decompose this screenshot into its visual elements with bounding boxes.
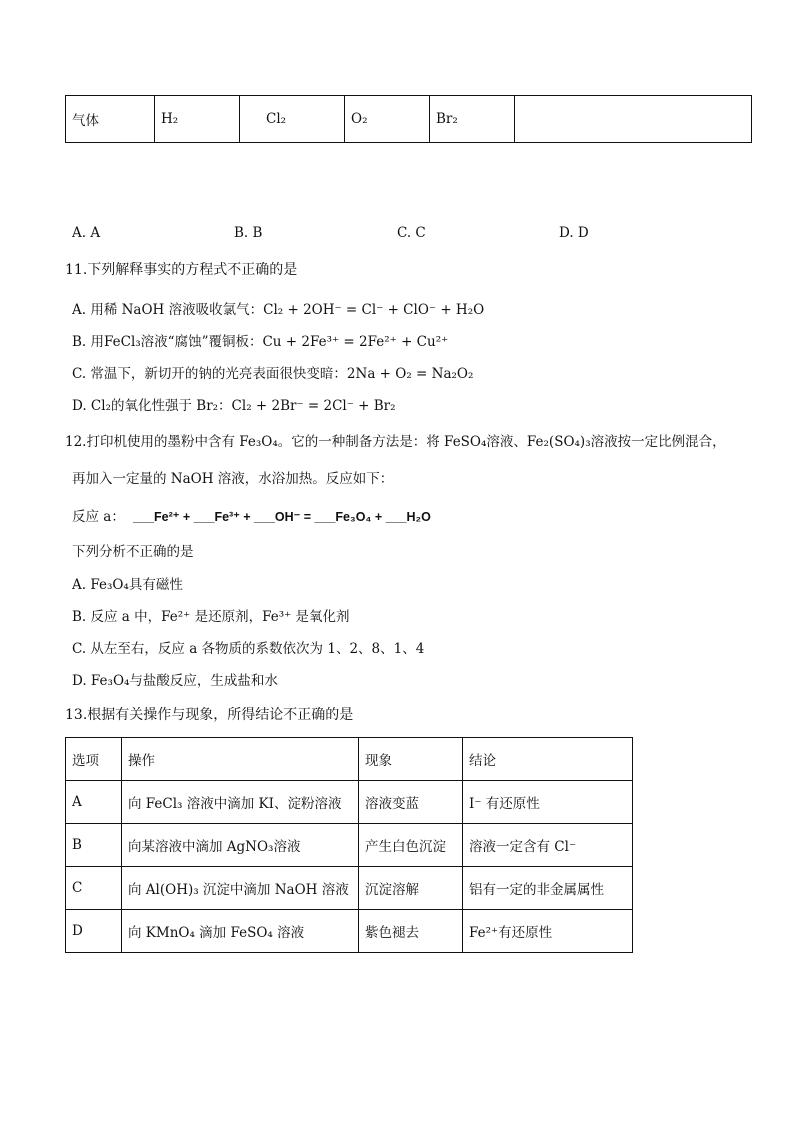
q12-reaction-label: 反应 a： (72, 509, 125, 525)
q13-row-c-operation: 向 Al(OH)₃ 沉淀中滴加 NaOH 溶液 (122, 867, 359, 910)
table-row (66, 867, 633, 910)
q13-row-d-phenomenon: 紫色褪去 (359, 910, 463, 953)
q13-row-d-conclusion: Fe²⁺有还原性 (463, 910, 633, 953)
q13-table (65, 737, 633, 953)
q13-row-a-phenomenon: 溶液变蓝 (359, 781, 463, 824)
q13-header-conclusion: 结论 (463, 738, 633, 781)
q13-row-b-conclusion: 溶液一定含有 Cl⁻ (463, 824, 633, 867)
q13-header-row (66, 738, 633, 781)
q13-header-option: 选项 (66, 738, 122, 781)
q10-option-c[interactable]: C. C (397, 225, 426, 241)
q13-stem: 13.根据有关操作与现象，所得结论不正确的是 (65, 707, 354, 723)
q11-option-a[interactable]: A. 用稀 NaOH 溶液吸收氯气：Cl₂ + 2OH⁻ = Cl⁻ + ClO⁻ + H₂O (72, 302, 485, 318)
table-row (66, 910, 633, 953)
gas-cell-br2: Br₂ (430, 96, 515, 143)
q11-option-c[interactable]: C. 常温下，新切开的钠的光亮表面很快变暗：2Na + O₂ = Na₂O₂ (72, 366, 474, 382)
table-row (66, 824, 633, 867)
q13-row-b-phenomenon: 产生白色沉淀 (359, 824, 463, 867)
gas-table (65, 95, 752, 143)
q12-stem-line2: 再加入一定量的 NaOH 溶液，水浴加热。反应如下： (72, 471, 394, 487)
q13-row-a-operation: 向 FeCl₃ 溶液中滴加 KI、淀粉溶液 (122, 781, 359, 824)
q12-stem-line1: 12.打印机使用的墨粉中含有 Fe₃O₄。它的一种制备方法是：将 FeSO₄溶液、Fe₂(SO₄)₃溶液按一定比例混合， (65, 434, 726, 450)
q11-option-b[interactable]: B. 用FeCl₃溶液“腐蚀”覆铜板：Cu + 2Fe³⁺ = 2Fe²⁺ + Cu²⁺ (72, 334, 449, 350)
q13-row-d-option: D (66, 910, 122, 953)
q11-option-d[interactable]: D. Cl₂的氧化性强于 Br₂：Cl₂ + 2Br⁻ = 2Cl⁻ + Br₂ (72, 398, 396, 414)
q10-option-a[interactable]: A. A (72, 225, 101, 241)
q13-row-d-operation: 向 KMnO₄ 滴加 FeSO₄ 溶液 (122, 910, 359, 953)
q12-reaction-equation: ___Fe²⁺ + ___Fe³⁺ + ___OH⁻ = ___Fe₃O₄ + ___H₂O (133, 510, 431, 524)
q13-row-b-option: B (66, 824, 122, 867)
gas-cell-o2: O₂ (345, 96, 430, 143)
q12-analysis-prompt: 下列分析不正确的是 (72, 544, 194, 560)
q10-option-d[interactable]: D. D (559, 225, 589, 241)
table-row (66, 781, 633, 824)
q13-header-phenomenon: 现象 (359, 738, 463, 781)
q12-option-d[interactable]: D. Fe₃O₄与盐酸反应，生成盐和水 (72, 673, 278, 689)
q12-option-b[interactable]: B. 反应 a 中，Fe²⁺ 是还原剂，Fe³⁺ 是氧化剂 (72, 609, 350, 625)
q13-row-a-option: A (66, 781, 122, 824)
q13-row-c-option: C (66, 867, 122, 910)
q12-reaction-line (72, 505, 431, 525)
q10-option-b[interactable]: B. B (234, 225, 263, 241)
q12-option-a[interactable]: A. Fe₃O₄具有磁性 (72, 577, 183, 593)
gas-cell-cl2: Cl₂ (240, 96, 345, 143)
q13-row-b-operation: 向某溶液中滴加 AgNO₃溶液 (122, 824, 359, 867)
gas-cell-label: 气体 (66, 96, 155, 143)
q12-option-c[interactable]: C. 从左至右，反应 a 各物质的系数依次为 1、2、8、1、4 (72, 641, 425, 657)
gas-cell-empty (515, 96, 752, 143)
q13-row-c-conclusion: 铝有一定的非金属属性 (463, 867, 633, 910)
q11-stem: 11.下列解释事实的方程式不正确的是 (65, 262, 298, 278)
q13-header-operation: 操作 (122, 738, 359, 781)
gas-cell-h2: H₂ (155, 96, 240, 143)
q13-row-a-conclusion: I⁻ 有还原性 (463, 781, 633, 824)
q13-row-c-phenomenon: 沉淀溶解 (359, 867, 463, 910)
